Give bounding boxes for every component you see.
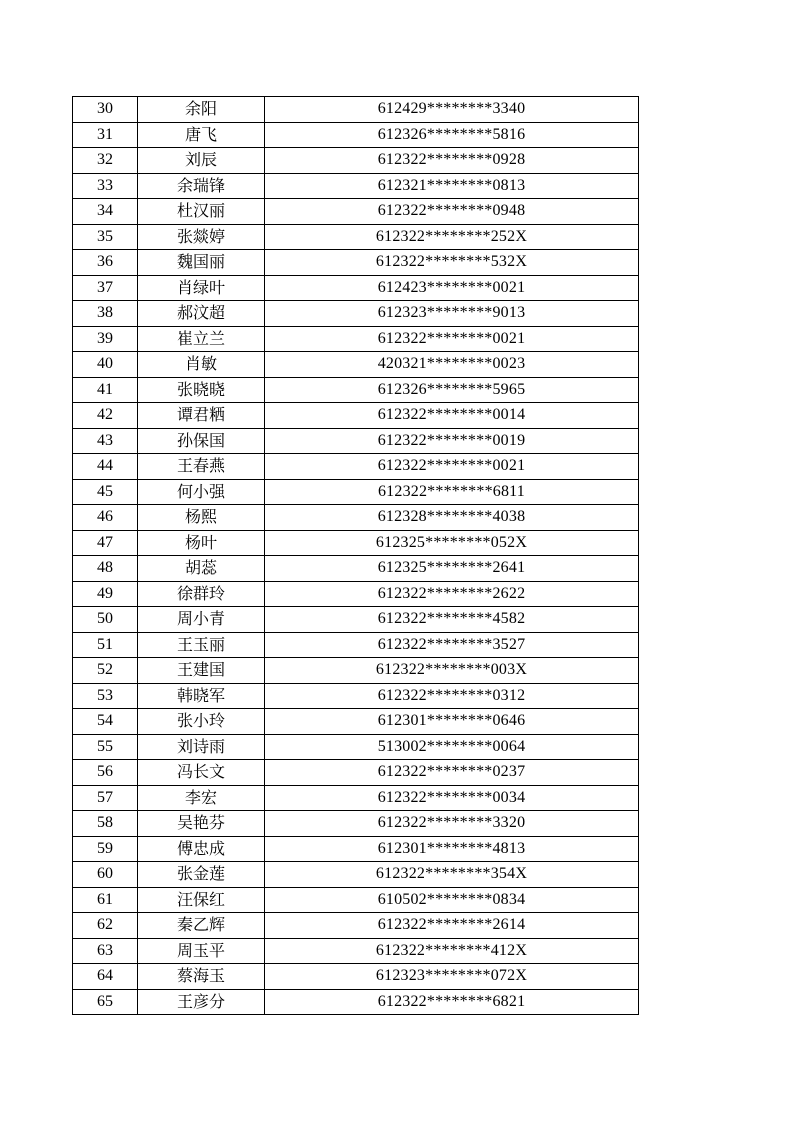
row-number-cell: 36 (73, 250, 138, 276)
id-number-cell: 612325********052X (265, 530, 639, 556)
id-number-cell: 612322********0021 (265, 326, 639, 352)
table-row (73, 505, 639, 531)
table-row (73, 428, 639, 454)
row-number-cell: 39 (73, 326, 138, 352)
row-number-cell: 46 (73, 505, 138, 531)
row-number-cell: 59 (73, 836, 138, 862)
id-number-cell: 612322********6821 (265, 989, 639, 1015)
name-cell: 蔡海玉 (138, 964, 265, 990)
name-cell: 张金莲 (138, 862, 265, 888)
row-number-cell: 53 (73, 683, 138, 709)
name-cell: 秦乙辉 (138, 913, 265, 939)
table-row (73, 403, 639, 429)
id-number-cell: 612301********4813 (265, 836, 639, 862)
name-cell: 余瑞锋 (138, 173, 265, 199)
name-cell: 周小青 (138, 607, 265, 633)
name-cell: 王彦分 (138, 989, 265, 1015)
id-number-cell: 612322********0034 (265, 785, 639, 811)
name-cell: 韩晓军 (138, 683, 265, 709)
id-number-cell: 612323********072X (265, 964, 639, 990)
table-row (73, 989, 639, 1015)
row-number-cell: 32 (73, 148, 138, 174)
table-row (73, 683, 639, 709)
name-cell: 何小强 (138, 479, 265, 505)
name-cell: 刘诗雨 (138, 734, 265, 760)
table-row (73, 352, 639, 378)
name-cell: 魏国丽 (138, 250, 265, 276)
table-row (73, 913, 639, 939)
name-cell: 冯长文 (138, 760, 265, 786)
row-number-cell: 56 (73, 760, 138, 786)
table-row (73, 785, 639, 811)
id-number-cell: 612322********412X (265, 938, 639, 964)
row-number-cell: 44 (73, 454, 138, 480)
row-number-cell: 43 (73, 428, 138, 454)
id-number-cell: 612322********2614 (265, 913, 639, 939)
table-row (73, 938, 639, 964)
name-cell: 唐飞 (138, 122, 265, 148)
table-row (73, 173, 639, 199)
id-number-cell: 612322********354X (265, 862, 639, 888)
id-number-cell: 612322********6811 (265, 479, 639, 505)
row-number-cell: 31 (73, 122, 138, 148)
table-row (73, 454, 639, 480)
table-row (73, 964, 639, 990)
table-row (73, 301, 639, 327)
row-number-cell: 42 (73, 403, 138, 429)
table-row (73, 275, 639, 301)
table-row (73, 530, 639, 556)
table-row (73, 607, 639, 633)
row-number-cell: 63 (73, 938, 138, 964)
name-cell: 傅忠成 (138, 836, 265, 862)
id-number-cell: 612322********0019 (265, 428, 639, 454)
name-cell: 肖绿叶 (138, 275, 265, 301)
row-number-cell: 47 (73, 530, 138, 556)
name-cell: 刘辰 (138, 148, 265, 174)
name-cell: 胡蕊 (138, 556, 265, 582)
id-number-cell: 612322********0312 (265, 683, 639, 709)
table-row (73, 479, 639, 505)
table-row (73, 709, 639, 735)
row-number-cell: 55 (73, 734, 138, 760)
table-row (73, 632, 639, 658)
name-cell: 王春燕 (138, 454, 265, 480)
id-number-cell: 612322********003X (265, 658, 639, 684)
id-number-cell: 612301********0646 (265, 709, 639, 735)
name-cell: 吴艳芬 (138, 811, 265, 837)
name-cell: 崔立兰 (138, 326, 265, 352)
id-number-cell: 612429********3340 (265, 97, 639, 123)
row-number-cell: 52 (73, 658, 138, 684)
name-cell: 张燚婷 (138, 224, 265, 250)
name-cell: 王玉丽 (138, 632, 265, 658)
name-cell: 肖敏 (138, 352, 265, 378)
table-row (73, 811, 639, 837)
row-number-cell: 57 (73, 785, 138, 811)
row-number-cell: 41 (73, 377, 138, 403)
id-number-cell: 612322********532X (265, 250, 639, 276)
id-number-cell: 612321********0813 (265, 173, 639, 199)
table-row (73, 122, 639, 148)
row-number-cell: 38 (73, 301, 138, 327)
table-row (73, 862, 639, 888)
table-row (73, 760, 639, 786)
id-number-cell: 612322********0021 (265, 454, 639, 480)
name-cell: 孙保国 (138, 428, 265, 454)
name-cell: 余阳 (138, 97, 265, 123)
table-row (73, 581, 639, 607)
id-number-cell: 612322********0928 (265, 148, 639, 174)
table-row (73, 556, 639, 582)
id-number-cell: 612322********0237 (265, 760, 639, 786)
row-number-cell: 58 (73, 811, 138, 837)
name-cell: 郝汶超 (138, 301, 265, 327)
row-number-cell: 49 (73, 581, 138, 607)
id-number-cell: 612328********4038 (265, 505, 639, 531)
id-number-cell: 612322********3320 (265, 811, 639, 837)
name-cell: 张晓晓 (138, 377, 265, 403)
name-cell: 杨叶 (138, 530, 265, 556)
id-number-cell: 612326********5965 (265, 377, 639, 403)
row-number-cell: 33 (73, 173, 138, 199)
name-cell: 李宏 (138, 785, 265, 811)
table-row (73, 199, 639, 225)
row-number-cell: 35 (73, 224, 138, 250)
row-number-cell: 50 (73, 607, 138, 633)
id-number-cell: 612322********0948 (265, 199, 639, 225)
row-number-cell: 60 (73, 862, 138, 888)
row-number-cell: 64 (73, 964, 138, 990)
id-number-cell: 612322********0014 (265, 403, 639, 429)
row-number-cell: 61 (73, 887, 138, 913)
row-number-cell: 45 (73, 479, 138, 505)
id-number-cell: 612322********3527 (265, 632, 639, 658)
id-number-cell: 612322********2622 (265, 581, 639, 607)
roster-table (72, 96, 639, 1015)
name-cell: 张小玲 (138, 709, 265, 735)
name-cell: 周玉平 (138, 938, 265, 964)
table-row (73, 887, 639, 913)
name-cell: 杜汉丽 (138, 199, 265, 225)
name-cell: 汪保红 (138, 887, 265, 913)
row-number-cell: 48 (73, 556, 138, 582)
name-cell: 杨熙 (138, 505, 265, 531)
row-number-cell: 37 (73, 275, 138, 301)
id-number-cell: 610502********0834 (265, 887, 639, 913)
table-row (73, 250, 639, 276)
table-row (73, 148, 639, 174)
table-row (73, 836, 639, 862)
id-number-cell: 612322********4582 (265, 607, 639, 633)
roster-table-body (73, 97, 639, 1015)
row-number-cell: 34 (73, 199, 138, 225)
name-cell: 徐群玲 (138, 581, 265, 607)
table-row (73, 658, 639, 684)
name-cell: 谭君粞 (138, 403, 265, 429)
row-number-cell: 40 (73, 352, 138, 378)
id-number-cell: 612326********5816 (265, 122, 639, 148)
row-number-cell: 54 (73, 709, 138, 735)
row-number-cell: 62 (73, 913, 138, 939)
name-cell: 王建国 (138, 658, 265, 684)
table-row (73, 224, 639, 250)
row-number-cell: 51 (73, 632, 138, 658)
id-number-cell: 612323********9013 (265, 301, 639, 327)
table-row (73, 326, 639, 352)
id-number-cell: 420321********0023 (265, 352, 639, 378)
table-row (73, 97, 639, 123)
row-number-cell: 65 (73, 989, 138, 1015)
id-number-cell: 612322********252X (265, 224, 639, 250)
table-row (73, 377, 639, 403)
id-number-cell: 612423********0021 (265, 275, 639, 301)
table-row (73, 734, 639, 760)
id-number-cell: 612325********2641 (265, 556, 639, 582)
row-number-cell: 30 (73, 97, 138, 123)
id-number-cell: 513002********0064 (265, 734, 639, 760)
